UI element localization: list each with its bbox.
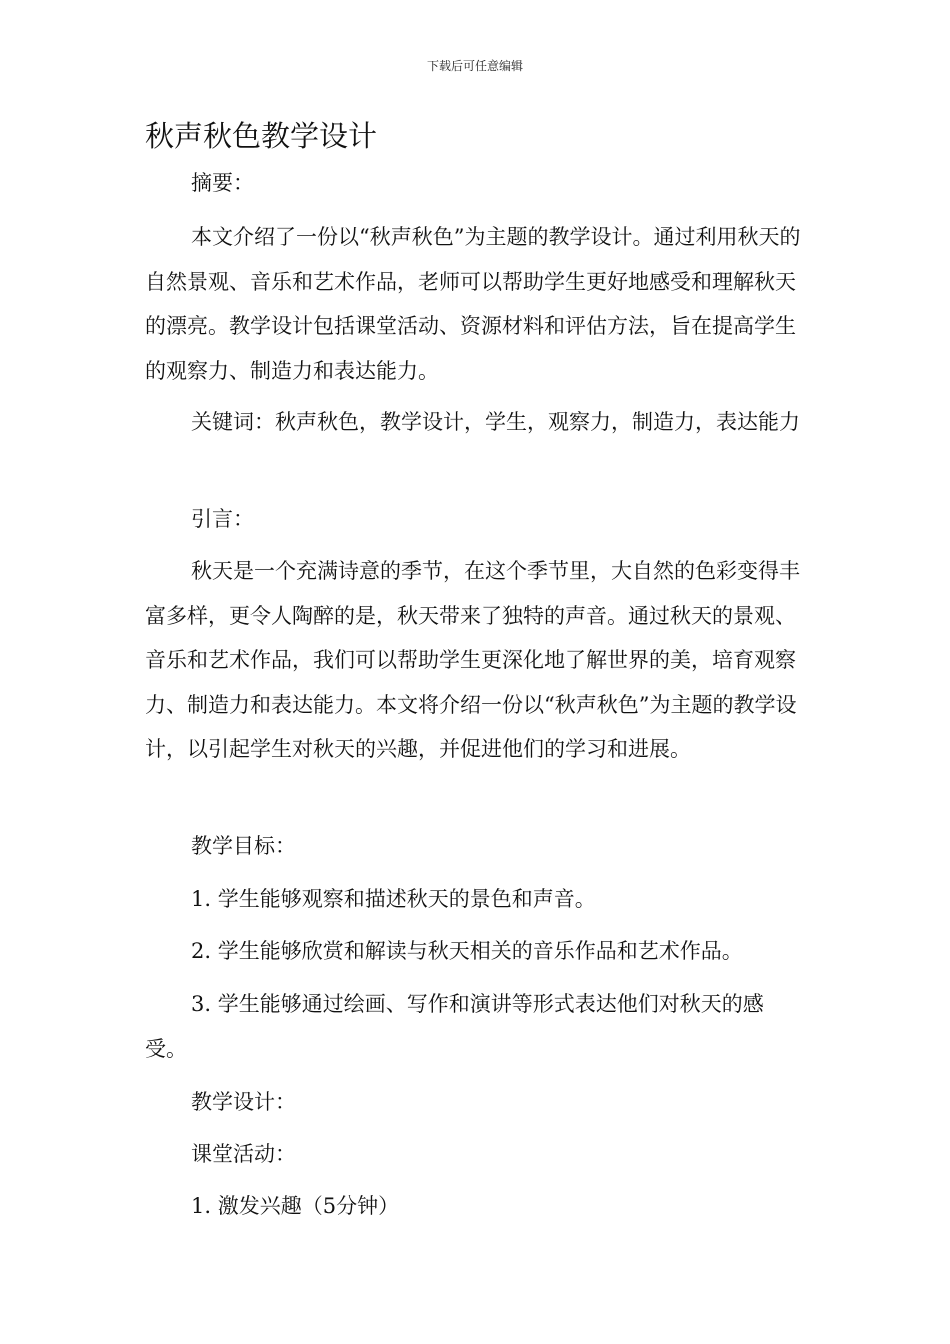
keywords: 关键词：秋声秋色，教学设计，学生，观察力，制造力，表达能力 bbox=[191, 410, 800, 434]
activity-item: 1. 激发兴趣（5分钟） bbox=[191, 1194, 400, 1218]
goal-item: 1. 学生能够观察和描述秋天的景色和声音。 bbox=[191, 887, 596, 911]
design-heading: 教学设计： bbox=[191, 1090, 296, 1114]
goal-item: 2. 学生能够欣赏和解读与秋天相关的音乐作品和艺术作品。 bbox=[191, 939, 743, 963]
goal-item: 3. 学生能够通过绘画、写作和演讲等形式表达他们对秋天的感受。 bbox=[145, 992, 764, 1061]
intro-heading: 引言： bbox=[191, 507, 254, 531]
goals-heading: 教学目标： bbox=[191, 834, 296, 858]
activities-heading: 课堂活动： bbox=[191, 1142, 296, 1166]
abstract-body: 本文介绍了一份以“秋声秋色”为主题的教学设计。通过利用秋天的自然景观、音乐和艺术作品，老师可以帮助学生更好地感受和理解秋天的漂亮。教学设计包括课堂活动、资源材料和评估方法，旨在提高学生的观察力、制造力和表达能力。 bbox=[145, 225, 801, 383]
intro-body: 秋天是一个充满诗意的季节，在这个季节里，大自然的色彩变得丰富多样，更令人陶醉的是，秋天带来了独特的声音。通过秋天的景观、音乐和艺术作品，我们可以帮助学生更深化地了解世界的美，培育观察力、制造力和表达能力。本文将介绍一份以“秋声秋色”为主题的教学设计，以引起学生对秋天的兴趣，并促进他们的学习和进展。 bbox=[145, 559, 800, 761]
abstract-heading: 摘要： bbox=[191, 171, 254, 195]
document-title: 秋声秋色教学设计 bbox=[145, 119, 378, 153]
header-note: 下载后可任意编辑 bbox=[426, 59, 523, 73]
